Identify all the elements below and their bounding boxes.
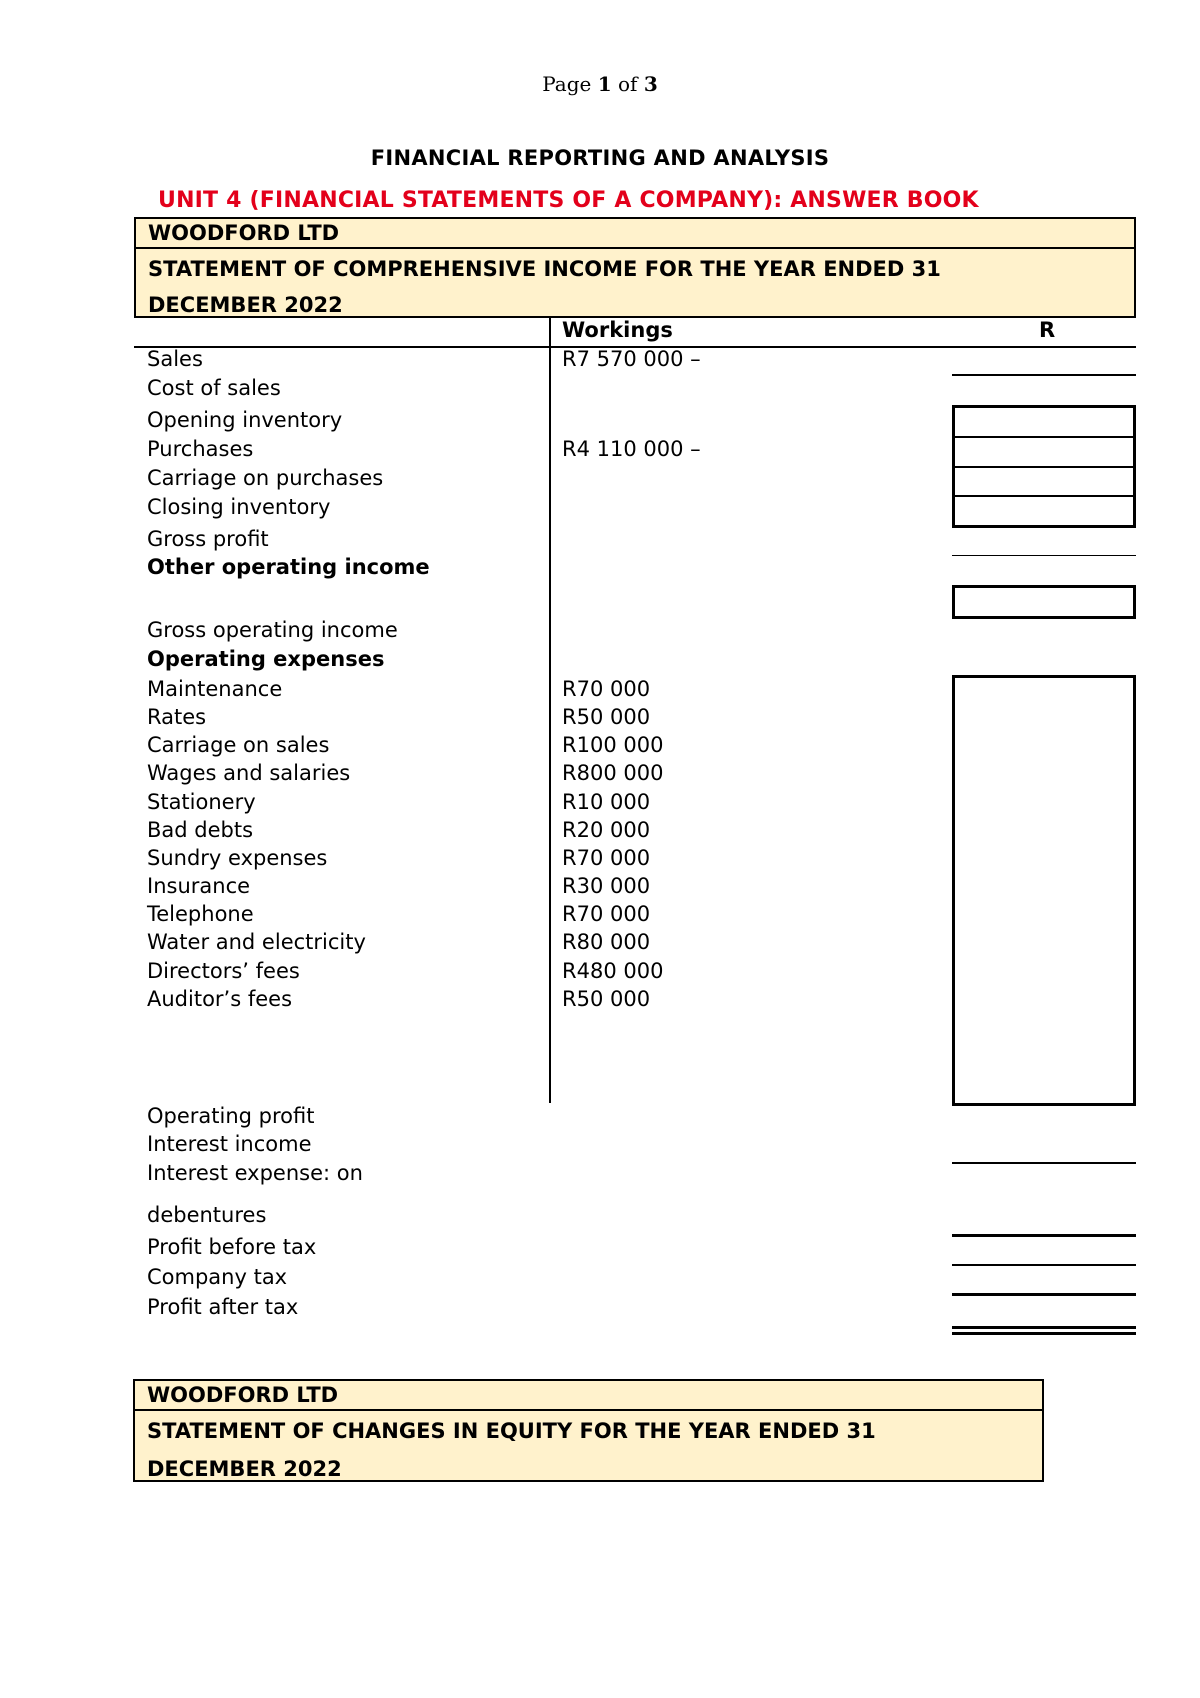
row-carriage-on-sales: Carriage on sales (147, 733, 330, 757)
working-rates: R50 000 (562, 705, 651, 729)
profit-after-tax-double-line-top (952, 1326, 1136, 1329)
statement-title (135, 1411, 1042, 1489)
working-telephone: R70 000 (562, 902, 651, 926)
row-maintenance: Maintenance (147, 677, 283, 701)
row-gross-profit: Gross profit (147, 527, 269, 551)
row-closing-inventory: Closing inventory (147, 495, 331, 519)
working-sales: R7 570 000 – (562, 347, 701, 371)
row-operating-profit: Operating profit (147, 1104, 315, 1128)
row-other-operating-income: Other operating income (147, 555, 430, 579)
row-bad-debts: Bad debts (147, 818, 254, 842)
row-carriage-on-purchases: Carriage on purchases (147, 466, 384, 490)
working-stationery: R10 000 (562, 790, 651, 814)
interest-expense-line (952, 1234, 1136, 1237)
row-profit-before-tax: Profit before tax (147, 1235, 317, 1259)
working-directors-fees: R480 000 (562, 959, 664, 983)
working-bad-debts: R20 000 (562, 818, 651, 842)
working-wages-and-salaries: R800 000 (562, 761, 664, 785)
company-name: WOODFORD LTD (135, 1381, 1042, 1411)
company-name: WOODFORD LTD (136, 219, 1134, 249)
sales-total-line (952, 374, 1136, 376)
row-auditors-fees: Auditor’s fees (147, 987, 293, 1011)
profit-after-tax-double-line-bottom (952, 1332, 1136, 1335)
equity-statement-header (133, 1379, 1044, 1482)
operating-expenses-box (952, 675, 1136, 1106)
page-number: Page 1 of 3 (542, 72, 658, 96)
income-statement-header (134, 217, 1136, 318)
workings-divider (549, 318, 551, 1103)
working-carriage-on-sales: R100 000 (562, 733, 664, 757)
profit-before-tax-line (952, 1264, 1136, 1266)
amount-column-header: R (1039, 318, 1056, 342)
row-wages-and-salaries: Wages and salaries (147, 761, 351, 785)
row-purchases: Purchases (147, 437, 254, 461)
row-cost-of-sales: Cost of sales (147, 376, 281, 400)
row-sundry-expenses: Sundry expenses (147, 846, 328, 870)
working-purchases: R4 110 000 – (562, 437, 701, 461)
working-maintenance: R70 000 (562, 677, 651, 701)
row-debentures: debentures (147, 1203, 267, 1227)
row-water-and-electricity: Water and electricity (147, 930, 366, 954)
gross-profit-line (952, 555, 1136, 556)
cost-of-sales-box-divider (955, 436, 1133, 438)
row-profit-after-tax: Profit after tax (147, 1295, 299, 1319)
statement-title-line2: DECEMBER 2022 (148, 293, 343, 317)
statement-title-line2: DECEMBER 2022 (147, 1457, 342, 1481)
cost-of-sales-box-divider (955, 495, 1133, 497)
row-telephone: Telephone (147, 902, 254, 926)
statement-title (136, 249, 1134, 325)
row-interest-expense: Interest expense: on (147, 1161, 363, 1185)
unit-title: UNIT 4 (FINANCIAL STATEMENTS OF A COMPANY): ANSWER BOOK (158, 188, 979, 213)
row-operating-expenses: Operating expenses (147, 647, 385, 671)
row-directors-fees: Directors’ fees (147, 959, 300, 983)
other-income-box (952, 585, 1136, 619)
working-water-and-electricity: R80 000 (562, 930, 651, 954)
row-insurance: Insurance (147, 874, 251, 898)
row-gross-operating-income: Gross operating income (147, 618, 398, 642)
workings-column-header: Workings (562, 318, 673, 342)
company-tax-line (952, 1293, 1136, 1296)
working-sundry-expenses: R70 000 (562, 846, 651, 870)
working-insurance: R30 000 (562, 874, 651, 898)
statement-title-line1: STATEMENT OF CHANGES IN EQUITY FOR THE YEAR ENDED 31 (147, 1419, 876, 1443)
cost-of-sales-box-divider (955, 466, 1133, 468)
row-stationery: Stationery (147, 790, 256, 814)
cost-of-sales-box (952, 405, 1136, 528)
row-interest-income: Interest income (147, 1132, 312, 1156)
statement-title-line1: STATEMENT OF COMPREHENSIVE INCOME FOR THE YEAR ENDED 31 (148, 257, 941, 281)
row-rates: Rates (147, 705, 207, 729)
working-auditors-fees: R50 000 (562, 987, 651, 1011)
row-sales: Sales (147, 347, 203, 371)
row-company-tax: Company tax (147, 1265, 288, 1289)
row-opening-inventory: Opening inventory (147, 408, 343, 432)
interest-income-line (952, 1162, 1136, 1164)
document-title: FINANCIAL REPORTING AND ANALYSIS (370, 146, 830, 170)
